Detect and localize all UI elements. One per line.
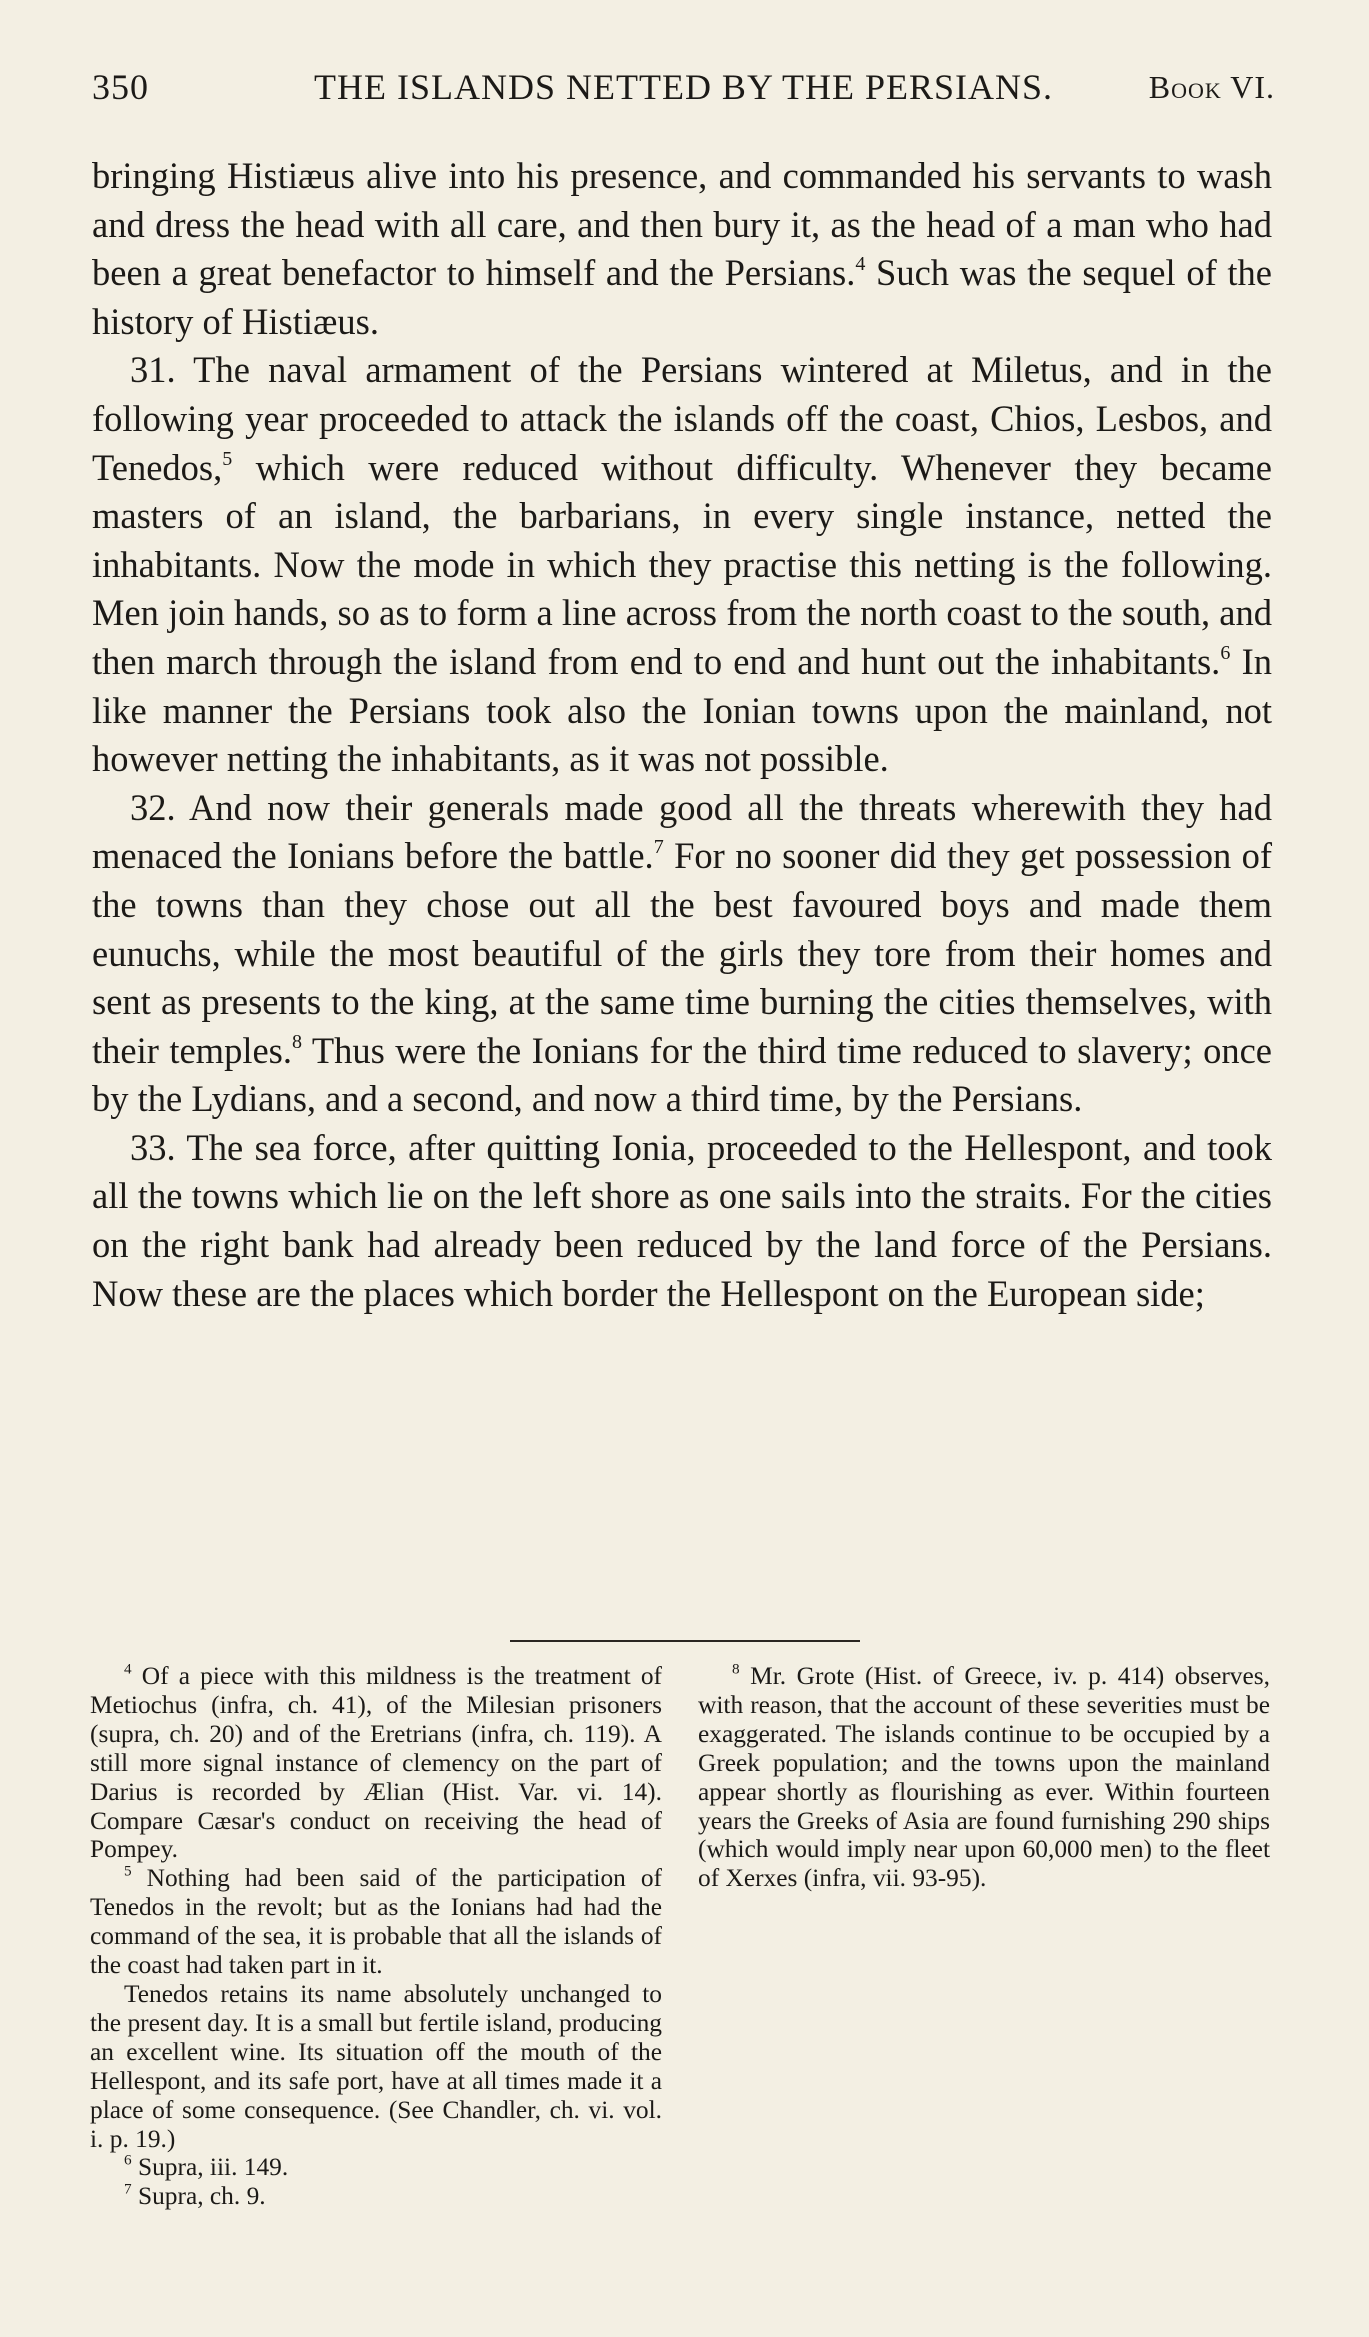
footnote-divider — [510, 1640, 860, 1642]
footnote-ref-4: 4 — [855, 253, 866, 276]
paragraph-continuation: bringing Histiæus alive into his presence, and commanded his servants to wash and dress the head with all care, and then bury it, as the head of a man who had been a great benefactor to himself and the Persians.$^4$ Such was the sequel of the history of Histiæus. — [92, 155, 1272, 342]
footnote-6: $^6$ Supra, iii. 149. — [124, 2151, 289, 2182]
footnote-ref-6: 6 — [1220, 641, 1231, 664]
running-title: THE ISLANDS NETTED BY THE PERSIANS. — [313, 67, 1053, 107]
footnote-5: $^5$ Nothing had been said of the participation of Tenedos in the revolt; but as the Ionians had had the command of the sea, it is probable that all the islands of the coast had taken part in it. — [90, 1862, 662, 1980]
page-number: 350 — [92, 67, 149, 107]
footnote-5-continued: Tenedos retains its name absolutely unchanged to the present day. It is a small but fertile island, producing an excellent wine. Its situation off the mouth of the Hellespont, and its safe port, have at all times made it a place of some consequence. (See Chandler, ch. vi. vol. i. p. 19.) — [90, 1979, 662, 2153]
paragraph-31: 31. The naval armament of the Persians wintered at Miletus, and in the following year proceeded to attack the islands off the coast, Chios, Lesbos, and Tenedos,$^5$ which were reduced without difficulty. Whenever they became masters of an island, the barbarians, in every single instance, netted the inhabitants. Now the mode in which they practise this netting is the following. Men join hands, so as to form a line across from the north coast to the south, and then march through the island from end to end and hunt out the inhabitants.$^6$ In like manner the Persians took also the Ionian towns upon the mainland, not however netting the inhabitants, as it was not possible. — [92, 349, 1272, 780]
paragraph-32: 32. And now their generals made good all the threats wherewith they had menaced the Ionians before the battle.$^7$ For no sooner did they get possession of the towns than they chose out all the best favoured boys and made them eunuchs, while the most beautiful of the girls they tore from their homes and sent as presents to the king, at the same time burning the cities themselves, with their temples.$^8$ Thus were the Ionians for the third time reduced to slavery; once by the Lydians, and a second, and now a third time, by the Persians. — [92, 786, 1272, 1120]
footnote-ref-7: 7 — [653, 836, 664, 859]
paragraph-33: 33. The sea force, after quitting Ionia, proceeded to the Hellespont, and took all the towns which lie on the left shore as one sails into the straits. For the cities on the right bank had already been reduced by the land force of the Persians. Now these are the places which border the Hellespont on the European side; — [92, 1126, 1272, 1314]
footnote-7: $^7$ Supra, ch. 9. — [124, 2180, 266, 2211]
book-label: Book VI. — [1148, 69, 1275, 105]
footnote-4: $^4$ Of a piece with this mildness is the treatment of Metiochus (infra, ch. 41), of the Milesian prisoners (supra, ch. 20) and of the Eretrians (infra, ch. 119). A still more signal instance of clemency on the part of Darius is recorded by Ælian (Hist. Var. vi. 14). Compare Cæsar's conduct on receiving the head of Pompey. — [90, 1660, 662, 1864]
footnote-ref-5: 5 — [222, 447, 233, 470]
main-text — [92, 152, 1272, 1318]
footnote-8: $^8$ Mr. Grote (Hist. of Greece, iv. p. 414) observes, with reason, that the account of these severities must be exaggerated. The islands continue to be occupied by a Greek population; and the towns upon the mainland appear shortly as flourishing as ever. Within fourteen years the Greeks of Asia are found furnishing 290 ships (which would imply near upon 60,000 men) to the fleet of Xerxes (infra, vii. 93-95). — [698, 1660, 1270, 1893]
footnotes — [90, 1662, 1270, 2242]
footnote-ref-8: 8 — [292, 1030, 303, 1053]
running-header — [92, 62, 1275, 112]
